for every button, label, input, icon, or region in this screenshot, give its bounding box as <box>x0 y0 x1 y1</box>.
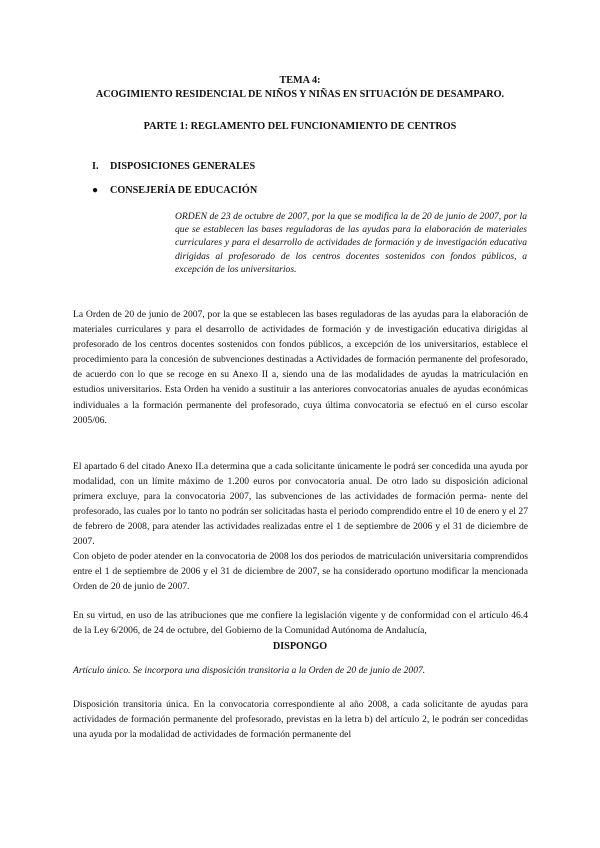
section-label: CONSEJERÍA DE EDUCACIÓN <box>110 185 258 196</box>
dispongo-heading: DISPONGO <box>272 641 328 652</box>
body-paragraph: Disposición transitoria única. En la convocatoria correspondiente al año 2008, a cada solicitante de ayudas para actividades de formación permanente del profesorado, previstas en la letra b) del artículo 2, le podrán ser concedidas una ayuda por la modalidad de actividades de formación permanente del <box>73 699 528 741</box>
body-paragraph: En su virtud, en uso de las atribuciones que me confiere la legislación vigente y de conformidad con el artículo 46.4 de la Ley 6/2006, de 24 de octubre, del Gobierno de la Comunidad Autónoma de Andalucía, <box>73 610 528 637</box>
part-title: PARTE 1: REGLAMENTO DEL FUNCIONAMIENTO DE CENTROS <box>143 121 457 132</box>
topic-title: ACOGIMIENTO RESIDENCIAL DE NIÑOS Y NIÑAS EN SITUACIÓN DE DESAMPARO. <box>95 89 505 100</box>
body-paragraph: La Orden de 20 de junio de 2007, por la que se establecen las bases reguladoras de las ayudas para la elaboración de materiales curriculares y para el desarrollo de actividades de formación y de investigación educativa dirigidas al profesorado de los centros docentes sostenidos con fondos públicos, a excepción de los universitarios, establece el procedimiento para la concesión de subvenciones destinadas a Actividades de formación permanente del profesorado, de acuerdo con lo que se recoge en su Anexo II a, siendo una de las modalidades de ayudas la matriculación en estudios universitarios. Esta Orden ha venido a sustituir a las anteriores convocatorias anuales de ayudas económicas individuales a la formación permanente del profesorado, cuya última convocatoria se efectuó en el curso escolar 2005/06. <box>73 309 528 426</box>
order-citation: ORDEN de 23 de octubre de 2007, por la que se modifica la de 20 de junio de 2007, por la que se establecen las bases reguladoras de las ayudas para la elaboración de materiales curriculares y para el desarrollo de actividades de formación y de investigación educativa dirigidas al profesorado de los centros docentes sostenidos con fondos públicos, a excepción de los universitarios. <box>175 211 527 275</box>
body-paragraph: Con objeto de poder atender en la convocatoria de 2008 los dos periodos de matriculación universitaria comprendidos entre el 1 de septiembre de 2006 y el 31 de diciembre de 2007, se ha considerado oportuno modificar la mencionada Orden de 20 de junio de 2007. <box>73 551 528 593</box>
roman-numeral-marker: I. <box>92 161 99 172</box>
section-label: DISPOSICIONES GENERALES <box>110 161 256 172</box>
section-heading-consejeria <box>92 184 257 198</box>
body-paragraph: El apartado 6 del citado Anexo II.a determina que a cada solicitante únicamente le podrá ser concedida una ayuda por modalidad, con un límite máximo de 1.200 euros por convocatoria anual. De otro lado su disposición adicional primera excluye, para la convocatoria 2007, las subvenciones de las actividades de formación perma- nente del profesorado, las cuales por lo tanto no podrán ser solicitadas hasta el periodo comprendido entre el 10 de enero y el 27 de febrero de 2008, para atender las actividades realizadas entre el 1 de septiembre de 2006 y el 31 de diciembre de 2007. <box>73 461 528 548</box>
section-heading-disposiciones <box>92 160 255 174</box>
topic-number: TEMA 4: <box>279 75 321 86</box>
article-heading: Artículo único. Se incorpora una disposición transitoria a la Orden de 20 de junio de 2007. <box>73 665 426 676</box>
bullet-icon: ● <box>92 185 99 196</box>
